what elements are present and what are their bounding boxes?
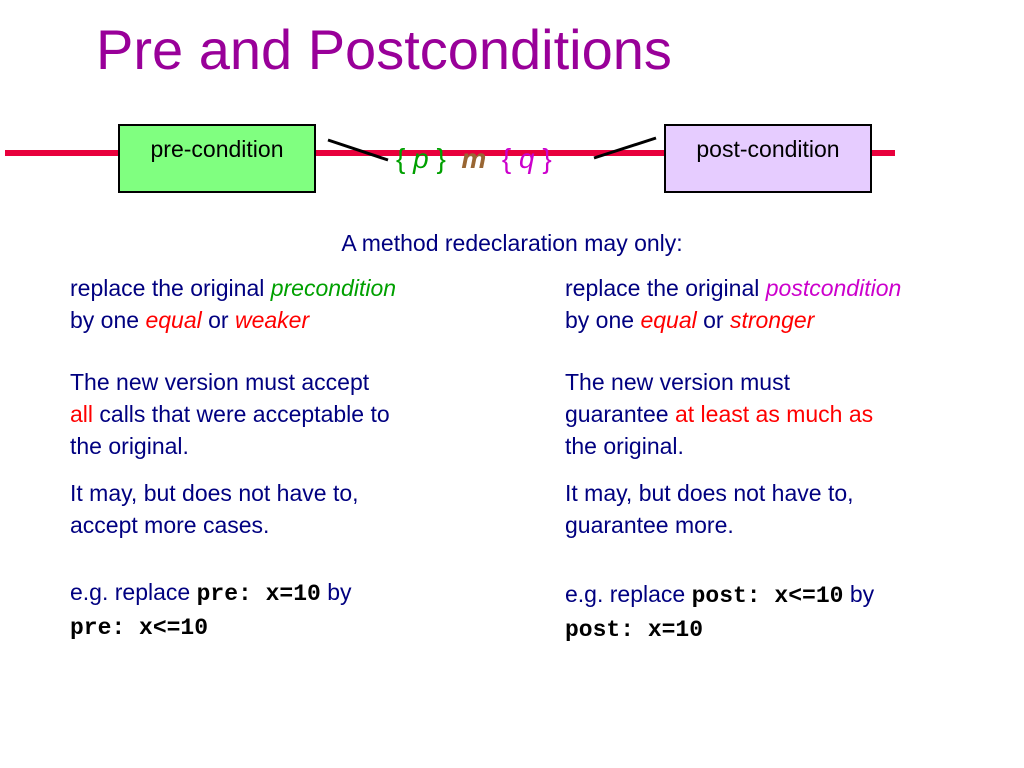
pre-connector-line	[328, 140, 388, 160]
right-at-least: at least as much as	[674, 401, 874, 427]
right-may-text	[565, 477, 854, 541]
left-replace-prefix: replace the original	[70, 275, 265, 301]
left-eg-prefix: e.g. replace	[70, 579, 191, 605]
post-condition-label: post-condition	[696, 136, 840, 162]
brace-open-p: {	[396, 143, 406, 174]
left-all: all	[70, 401, 94, 427]
right-or: or	[703, 307, 724, 333]
right-eg-by: by	[849, 581, 875, 607]
left-accept-line3: the original.	[70, 433, 189, 459]
post-connector-line	[594, 138, 656, 158]
term-postcondition: postcondition	[765, 275, 902, 301]
right-guarantee-line3: the original.	[565, 433, 684, 459]
left-by-one: by one	[70, 307, 140, 333]
right-eg-prefix: e.g. replace	[565, 581, 686, 607]
right-eg-code1: post: x<=10	[691, 583, 844, 609]
term-weaker: weaker	[234, 307, 310, 333]
formula-q: q	[519, 143, 535, 174]
right-example-text	[565, 578, 874, 646]
term-stronger: stronger	[729, 307, 815, 333]
right-equal: equal	[640, 307, 697, 333]
brace-open-q: {	[501, 143, 512, 174]
right-replace-text	[565, 272, 901, 336]
left-may-text	[70, 477, 359, 541]
right-may-line1: It may, but does not have to,	[565, 480, 854, 506]
right-by-one: by one	[565, 307, 635, 333]
left-accept-line1: The new version must accept	[70, 369, 370, 395]
right-guarantee-line1: The new version must	[565, 369, 790, 395]
page-title: Pre and Postconditions	[96, 18, 672, 81]
left-may-line1: It may, but does not have to,	[70, 480, 359, 506]
right-guarantee-text	[565, 366, 873, 462]
brace-close-p: }	[436, 143, 446, 174]
left-may-line2: accept more cases.	[70, 512, 270, 538]
left-replace-text	[70, 272, 396, 336]
left-example-text	[70, 576, 352, 644]
left-accept-line2: calls that were acceptable to	[99, 401, 390, 427]
lead-text: A method redeclaration may only:	[341, 230, 683, 256]
pre-condition-label: pre-condition	[150, 136, 284, 162]
left-eg-code1: pre: x=10	[196, 581, 321, 607]
term-precondition: precondition	[270, 275, 397, 301]
left-eg-by: by	[327, 579, 352, 605]
right-guarantee-word: guarantee	[565, 401, 669, 427]
left-accept-text	[70, 366, 390, 462]
left-eg-code2: pre: x<=10	[70, 615, 209, 641]
left-equal: equal	[145, 307, 202, 333]
formula-p: p	[413, 143, 429, 174]
hoare-triple	[396, 143, 552, 175]
brace-close-q: }	[542, 143, 552, 174]
left-or: or	[208, 307, 229, 333]
right-eg-code2: post: x=10	[565, 617, 704, 643]
right-may-line2: guarantee more.	[565, 512, 734, 538]
right-replace-prefix: replace the original	[565, 275, 760, 301]
formula-m: m	[461, 143, 487, 174]
